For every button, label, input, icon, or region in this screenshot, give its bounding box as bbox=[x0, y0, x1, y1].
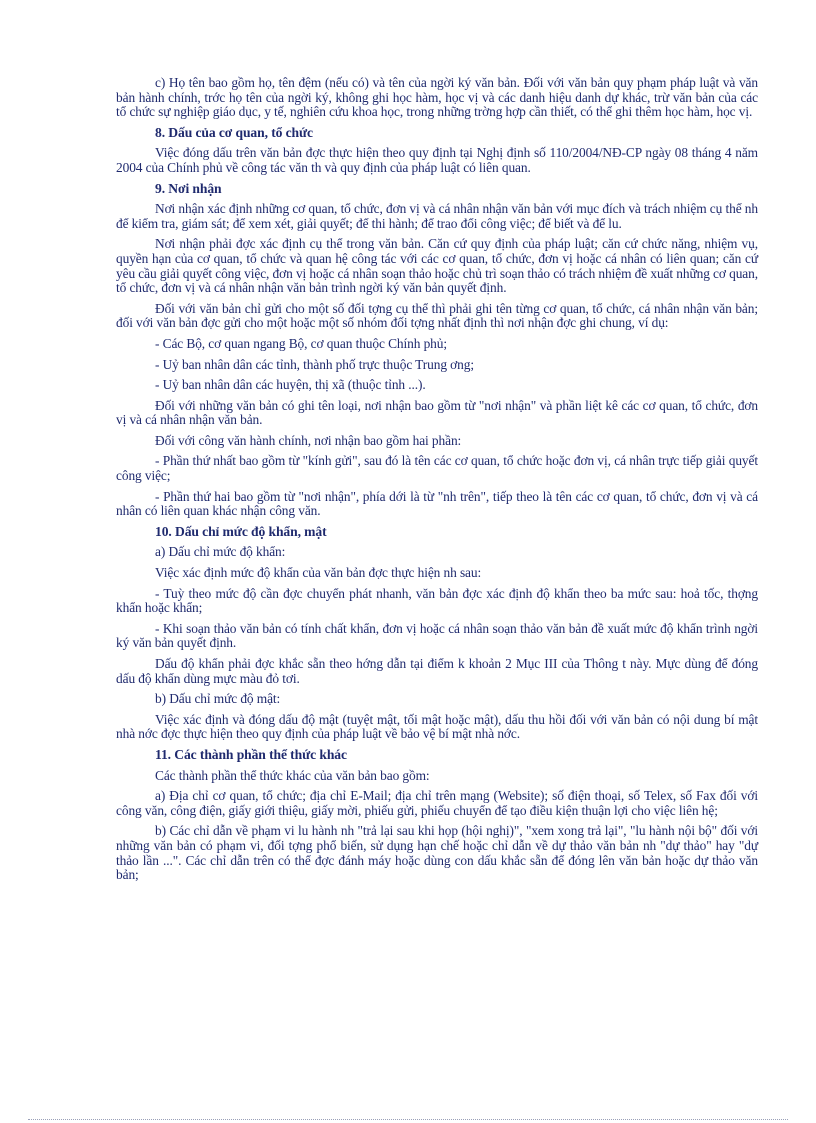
paragraph-secrecy-body: Việc xác định và đóng dấu độ mật (tuyệt mật, tối mật hoặc mật), dấu thu hồi đối với văn bản có nội dung bí mật nhà nớc đợc thực hiện theo quy định của pháp luật về bảo vệ bí mật nhà nớc. bbox=[116, 711, 758, 742]
list-item: - Phần thứ nhất bao gồm từ "kính gửi", sau đó là tên các cơ quan, tổ chức hoặc đơn vị, cá nhân trực tiếp giải quyết công việc; bbox=[116, 453, 758, 484]
paragraph-secrecy-title: b) Dấu chỉ mức độ mật: bbox=[155, 691, 281, 707]
list-item: - Khi soạn thảo văn bản có tính chất khẩn, đơn vị hoặc cá nhân soạn thảo văn bản đề xuất mức độ khẩn trình ngời ký văn bản quyết định. bbox=[116, 620, 758, 651]
list-item: - Uỷ ban nhân dân các tỉnh, thành phố trực thuộc Trung ơng; bbox=[155, 356, 474, 372]
paragraph-recipients-official-letter: Đối với công văn hành chính, nơi nhận bao gồm hai phần: bbox=[155, 432, 462, 448]
paragraph-other-intro: Các thành phần thể thức khác của văn bản bao gồm: bbox=[155, 767, 430, 783]
paragraph-urgency-title: a) Dấu chỉ mức độ khẩn: bbox=[155, 544, 286, 560]
list-item: - Các Bộ, cơ quan ngang Bộ, cơ quan thuộc Chính phủ; bbox=[155, 335, 447, 351]
heading-urgency-secrecy: 10. Dấu chỉ mức độ khẩn, mật bbox=[155, 523, 327, 539]
heading-seal: 8. Dấu của cơ quan, tổ chức bbox=[155, 124, 313, 140]
paragraph-other-b: b) Các chỉ dẫn về phạm vi lu hành nh "trả lại sau khi họp (hội nghị)", "xem xong trả lại", "lu hành nội bộ" đối với những văn bản có phạm vi, đối tợng phổ biến, sử dụng hạn chế hoặc chỉ dẫn về dự thảo văn bản nh "dự thảo" hay "dự thảo lần ...". Các chỉ dẫn trên có thể đợc đánh máy hoặc dùng con dấu khắc sẵn để đóng lên văn bản hoặc dự thảo văn bản; bbox=[116, 823, 758, 883]
heading-recipients: 9. Nơi nhận bbox=[155, 180, 222, 196]
paragraph-recipients-groups: Đối với văn bản chỉ gửi cho một số đối tợng cụ thể thì phải ghi tên từng cơ quan, tổ chức, cá nhân nhận văn bản; đối với văn bản đợc gửi cho một hoặc một số nhóm đối tợng nhất định thì nơi nhận đợc ghi chung, ví dụ: bbox=[116, 300, 758, 331]
paragraph-urgency-intro: Việc xác định mức độ khẩn của văn bản đợc thực hiện nh sau: bbox=[155, 565, 482, 581]
paragraph-seal: Việc đóng dấu trên văn bản đợc thực hiện theo quy định tại Nghị định số 110/2004/NĐ-CP ngày 08 tháng 4 năm 2004 của Chính phủ về công tác văn th và quy định của pháp luật có liên quan. bbox=[116, 145, 758, 175]
paragraph-urgency-stamp: Dấu độ khẩn phải đợc khắc sẵn theo hớng dẫn tại điểm k khoản 2 Mục III của Thông t này. Mực dùng để đóng dấu độ khẩn dùng mực màu đỏ tơi. bbox=[116, 656, 758, 686]
paragraph-recipients-purpose: Nơi nhận xác định những cơ quan, tổ chức, đơn vị và cá nhân nhận văn bản với mục đích và trách nhiệm cụ thể nh để kiểm tra, giám sát; để xem xét, giải quyết; để thi hành; để trao đổi công việc; để biết và để lu. bbox=[116, 201, 758, 231]
paragraph-signer-name: c) Họ tên bao gồm họ, tên đệm (nếu có) và tên của ngời ký văn bản. Đối với văn bản quy phạm pháp luật và văn bản hành chính, trớc họ tên của ngời ký, không ghi học hàm, học vị và các danh hiệu danh dự khác, trừ văn bản của các tổ chức sự nghiệp giáo dục, y tế, nghiên cứu khoa học, trong những trờng hợp cần thiết, có thể ghi thêm học hàm, học vị. bbox=[116, 75, 758, 120]
list-item: - Uỷ ban nhân dân các huyện, thị xã (thuộc tỉnh ...). bbox=[155, 377, 426, 393]
heading-other-components: 11. Các thành phần thể thức khác bbox=[155, 746, 347, 762]
paragraph-recipients-determination: Nơi nhận phải đợc xác định cụ thể trong văn bản. Căn cứ quy định của pháp luật; căn cứ chức năng, nhiệm vụ, quyền hạn của cơ quan, tổ chức và quan hệ công tác với các cơ quan, tổ chức, đơn vị hoặc cá nhân có liên quan; căn cứ yêu cầu giải quyết công việc, đơn vị hoặc cá nhân soạn thảo hoặc chủ trì soạn thảo có trách nhiệm đề xuất những cơ quan, tổ chức, đơn vị và cá nhân nhận văn bản trình ngời ký văn bản quyết định. bbox=[116, 236, 758, 296]
page-bottom-divider bbox=[28, 1119, 788, 1120]
paragraph-other-a: a) Địa chỉ cơ quan, tổ chức; địa chỉ E-Mail; địa chỉ trên mạng (Website); số điện thoại, số Telex, số Fax đối với công văn, công điện, giấy giới thiệu, giấy mời, phiếu gửi, phiếu chuyển để tạo điều kiện thuận lợi cho việc liên hệ; bbox=[116, 788, 758, 818]
document-page bbox=[116, 76, 758, 889]
list-item: - Phần thứ hai bao gồm từ "nơi nhận", phía dới là từ "nh trên", tiếp theo là tên các cơ quan, tổ chức, đơn vị và cá nhân có liên quan khác nhận công văn. bbox=[116, 488, 758, 519]
paragraph-recipients-named: Đối với những văn bản có ghi tên loại, nơi nhận bao gồm từ "nơi nhận" và phần liệt kê các cơ quan, tổ chức, đơn vị và cá nhân nhận văn bản. bbox=[116, 397, 758, 428]
list-item: - Tuỳ theo mức độ cần đợc chuyển phát nhanh, văn bản đợc xác định độ khẩn theo ba mức sau: hoả tốc, thợng khẩn hoặc khẩn; bbox=[116, 585, 758, 616]
